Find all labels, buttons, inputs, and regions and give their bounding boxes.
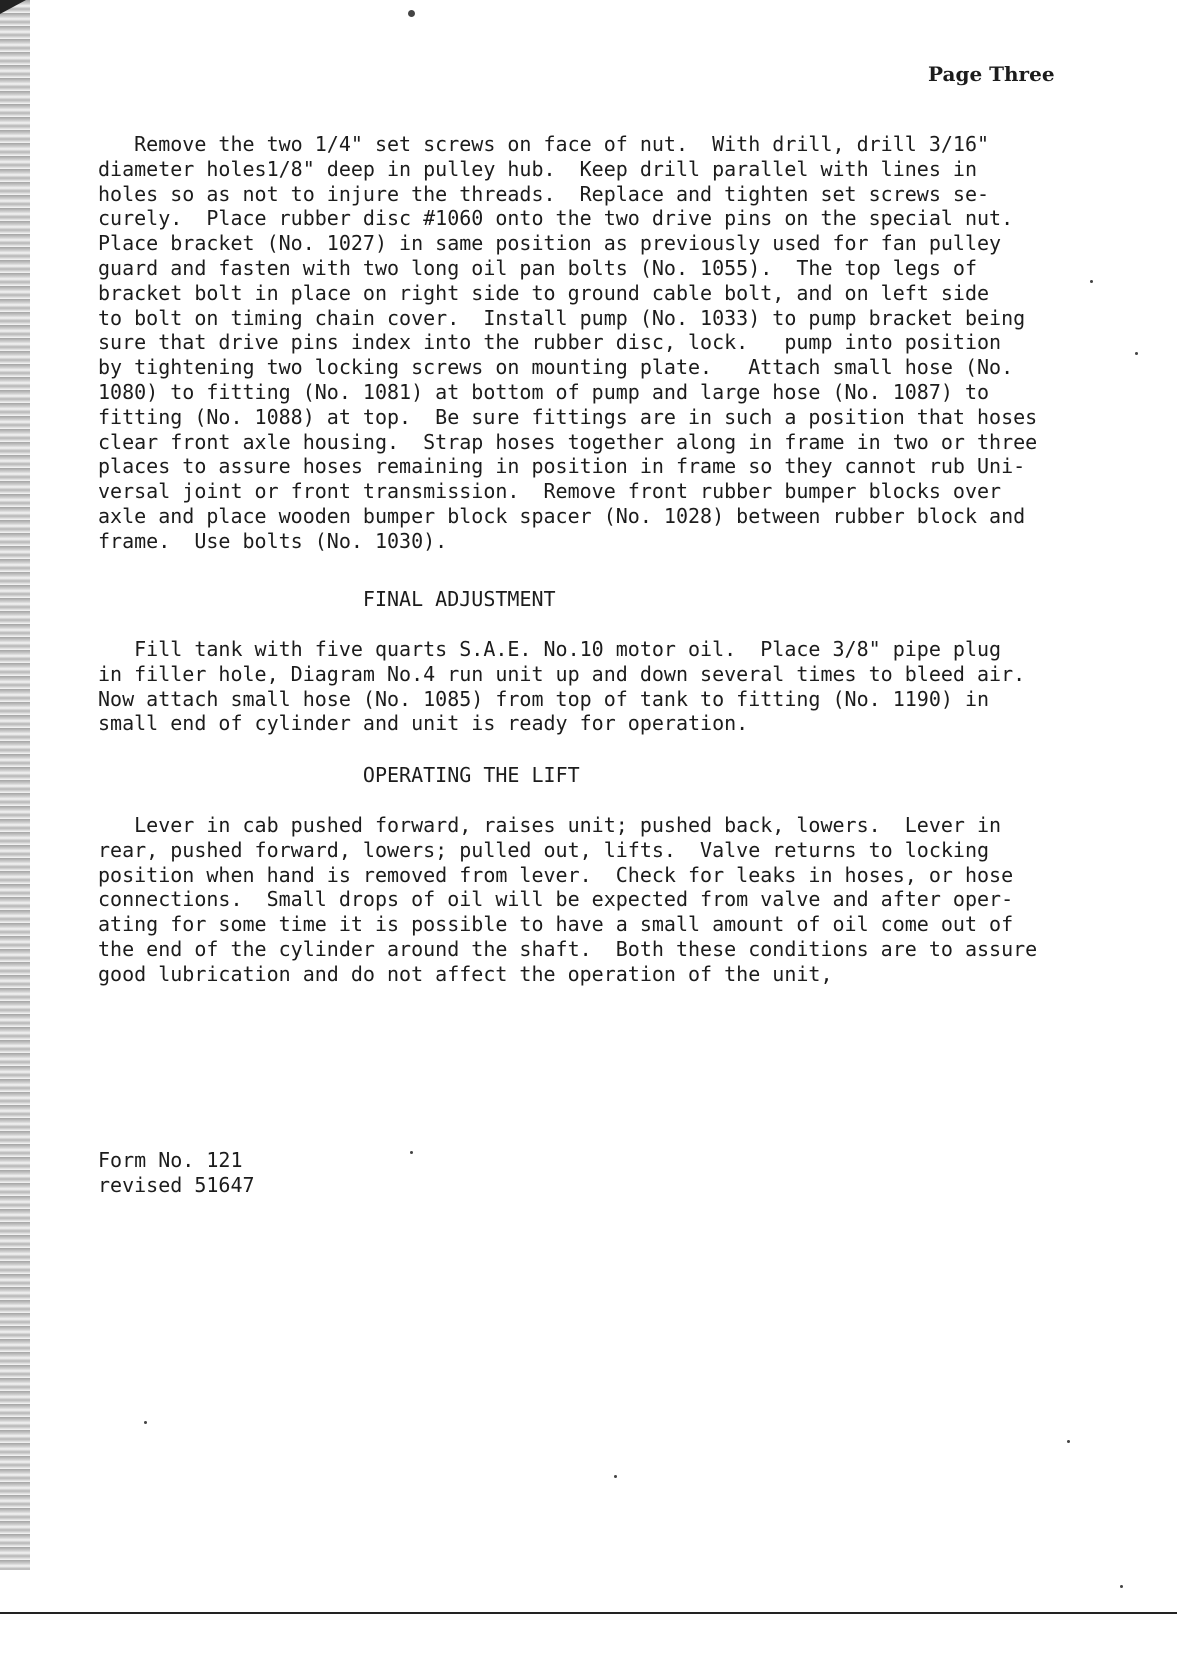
text-line: versal joint or front transmission. Remove front rubber bumper blocks over (98, 479, 1002, 504)
text-line: fitting (No. 1088) at top. Be sure fittings are in such a position that hoses (98, 404, 1038, 429)
text-line: Remove the two 1/4" set screws on face of nut. With drill, drill 3/16" (98, 132, 990, 156)
scan-speck (1120, 1585, 1123, 1588)
section-heading-final-adjustment: FINAL ADJUSTMENT (362, 587, 556, 611)
page-bottom-edge (0, 1612, 1177, 1614)
scan-edge-noise (0, 0, 30, 1570)
text-line: good lubrication and do not affect the operation of the unit, (98, 961, 833, 986)
text-line: sure that drive pins index into the rubber disc, lock. pump into position (98, 330, 1002, 355)
scan-speck (614, 1475, 617, 1478)
text-line: guard and fasten with two long oil pan bolts (No. 1055). The top legs of (98, 255, 977, 280)
text-line: Fill tank with five quarts S.A.E. No.10 motor oil. Place 3/8" pipe plug (98, 637, 1002, 661)
text-line: clear front axle housing. Strap hoses together along in frame in two or three (98, 429, 1038, 454)
scan-speck (144, 1421, 147, 1424)
text-line: to bolt on timing chain cover. Install pump (No. 1033) to pump bracket being (98, 305, 1026, 330)
text-line: diameter holes1/8" deep in pulley hub. Keep drill parallel with lines in (98, 156, 977, 181)
text-line: by tightening two locking screws on mounting plate. Attach small hose (No. (98, 355, 1014, 380)
text-line: in filler hole, Diagram No.4 run unit up and down several times to bleed air. (98, 661, 1026, 686)
text-line: ating for some time it is possible to have a small amount of oil come out of (98, 912, 1014, 937)
text-line: 1080) to fitting (No. 1081) at bottom of pump and large hose (No. 1087) to (98, 379, 990, 404)
text-line: small end of cylinder and unit is ready for operation. (98, 711, 749, 736)
scan-speck (408, 10, 415, 17)
text-line: curely. Place rubber disc #1060 onto the two drive pins on the special nut. (98, 206, 1014, 231)
scan-corner-mark (0, 0, 26, 14)
installation-paragraph (98, 132, 1143, 554)
text-line: Now attach small hose (No. 1085) from top of tank to fitting (No. 1190) in (98, 686, 990, 711)
text-line: holes so as not to injure the threads. Replace and tighten set screws se- (98, 181, 990, 206)
text-line: Lever in cab pushed forward, raises unit; pushed back, lowers. Lever in (98, 813, 1002, 837)
page-number: Page Three (928, 62, 1055, 86)
text-line: connections. Small drops of oil will be expected from valve and after oper- (98, 887, 1014, 912)
text-line: the end of the cylinder around the shaft. Both these conditions are to assure (98, 936, 1038, 961)
text-line: places to assure hoses remaining in position in frame so they cannot rub Uni- (98, 454, 1026, 479)
section-heading-operating-the-lift: OPERATING THE LIFT (362, 763, 580, 787)
text-line: rear, pushed forward, lowers; pulled out, lifts. Valve returns to locking (98, 837, 990, 862)
operating-paragraph (98, 813, 1143, 987)
text-line: frame. Use bolts (No. 1030). (98, 528, 448, 553)
scan-speck (1067, 1440, 1070, 1443)
text-line: position when hand is removed from lever. Check for leaks in hoses, or hose (98, 862, 1014, 887)
revision-number: revised 51647 (98, 1172, 255, 1197)
final-adjustment-paragraph (98, 637, 1143, 736)
text-line: bracket bolt in place on right side to ground cable bolt, and on left side (98, 280, 990, 305)
text-line: axle and place wooden bumper block spacer (No. 1028) between rubber block and (98, 503, 1026, 528)
form-number: Form No. 121 (98, 1148, 243, 1172)
form-footer (98, 1148, 1143, 1198)
text-line: Place bracket (No. 1027) in same position as previously used for fan pulley (98, 231, 1002, 256)
